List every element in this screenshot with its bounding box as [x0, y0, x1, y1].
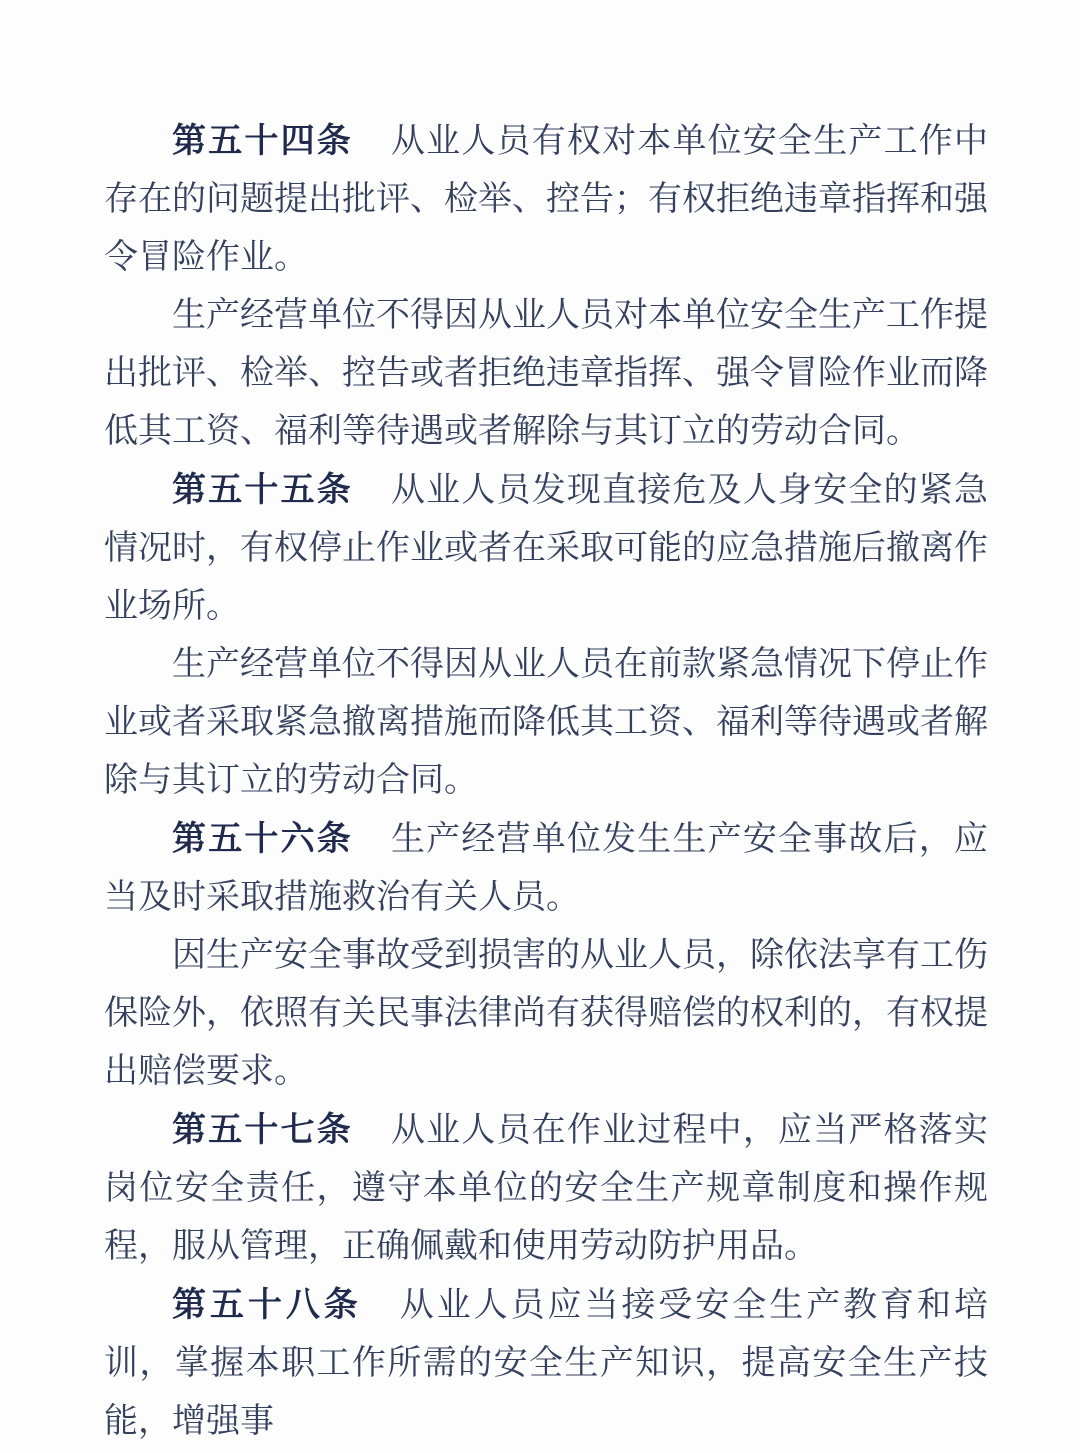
paragraph	[104, 810, 988, 927]
paragraph	[104, 112, 988, 287]
paragraph-text: 生产经营单位不得因从业人员在前款紧急情况下停止作业或者采取紧急撤离措施而降低其工资、福利等待遇或者解除与其订立的劳动合同。	[104, 646, 988, 799]
paragraph-text: 生产经营单位发生生产安全事故后，应当及时采取措施救治有关人员。	[104, 821, 988, 916]
article-number-heading: 第五十六条	[172, 820, 353, 858]
paragraph-text: 从业人员有权对本单位安全生产工作中存在的问题提出批评、检举、控告；有权拒绝违章指挥和强令冒险作业。	[104, 123, 988, 276]
article-number-heading: 第五十四条	[172, 122, 353, 160]
paragraph-text: 因生产安全事故受到损害的从业人员，除依法享有工伤保险外，依照有关民事法律尚有获得赔偿的权利的，有权提出赔偿要求。	[104, 937, 988, 1090]
text-column	[104, 112, 988, 1451]
paragraph	[104, 1101, 988, 1276]
paragraph	[104, 1276, 988, 1451]
paragraph	[104, 461, 988, 636]
paragraph	[104, 287, 988, 461]
paragraph	[104, 927, 988, 1101]
paragraph-text: 从业人员应当接受安全生产教育和培训，掌握本职工作所需的安全生产知识，提高安全生产技能，增强事	[104, 1287, 988, 1440]
paragraph-text: 生产经营单位不得因从业人员对本单位安全生产工作提出批评、检举、控告或者拒绝违章指挥、强令冒险作业而降低其工资、福利等待遇或者解除与其订立的劳动合同。	[104, 297, 988, 450]
article-number-heading: 第五十七条	[172, 1111, 353, 1149]
article-number-heading: 第五十八条	[172, 1286, 362, 1324]
paragraph-text: 从业人员在作业过程中，应当严格落实岗位安全责任，遵守本单位的安全生产规章制度和操作规程，服从管理，正确佩戴和使用劳动防护用品。	[104, 1112, 988, 1265]
article-number-heading: 第五十五条	[172, 471, 353, 509]
paragraph	[104, 636, 988, 810]
paragraph-text: 从业人员发现直接危及人身安全的紧急情况时，有权停止作业或者在采取可能的应急措施后撤离作业场所。	[104, 472, 988, 625]
